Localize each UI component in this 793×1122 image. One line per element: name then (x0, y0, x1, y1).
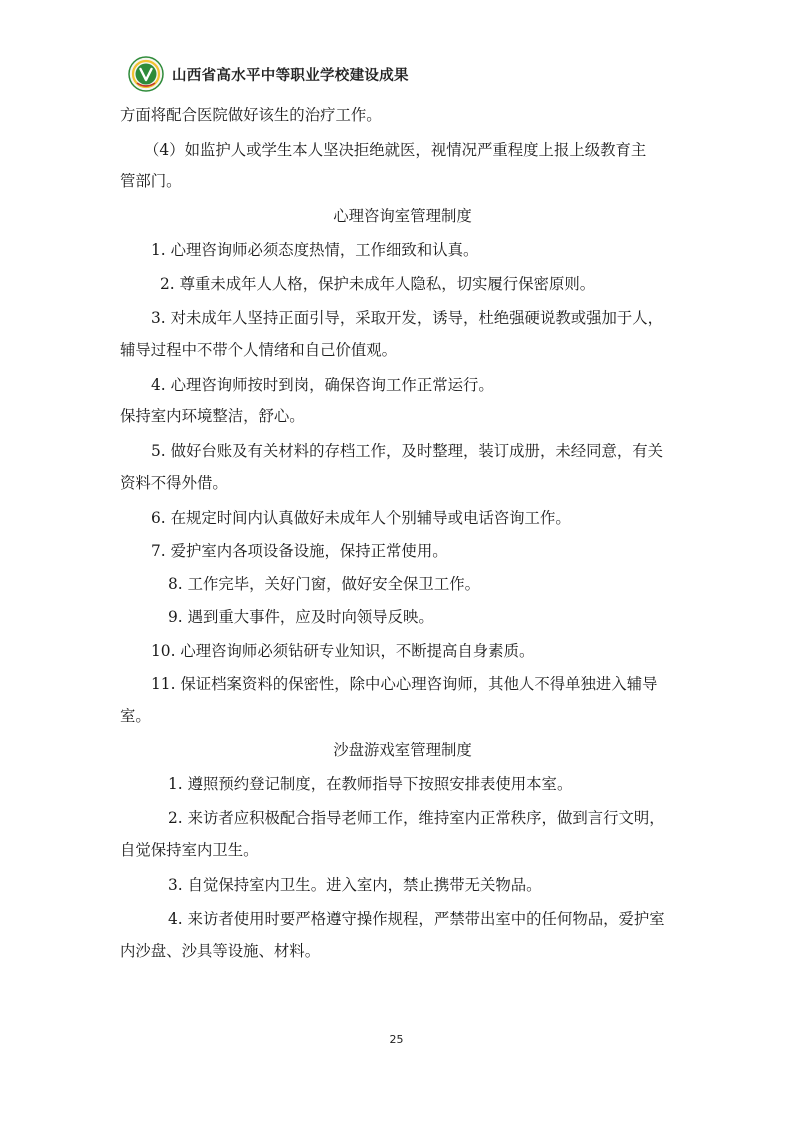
school-name: 山西省高水平中等职业学校建设成果 (172, 67, 409, 84)
item4-line2: 管部门。 (120, 172, 182, 190)
s1-rule3-line2: 辅导过程中不带个人情绪和自己价值观。 (120, 341, 398, 359)
s2-rule2-line2: 自觉保持室内卫生。 (120, 841, 259, 859)
page-number: 25 (389, 1033, 404, 1046)
s1-rule10: 10. 心理咨询师必须钻研专业知识，不断提高自身素质。 (151, 642, 535, 660)
s1-rule5-line2: 资料不得外借。 (120, 474, 228, 492)
s1-rule1: 1. 心理咨询师必须态度热情，工作细致和认真。 (151, 241, 479, 259)
section2-title: 沙盘游戏室管理制度 (333, 741, 472, 759)
section1-title: 心理咨询室管理制度 (333, 207, 472, 225)
s1-rule2: 2. 尊重未成年人人格，保护未成年人隐私，切实履行保密原则。 (160, 275, 596, 293)
s2-rule4-line2: 内沙盘、沙具等设施、材料。 (120, 942, 321, 960)
s2-rule2-line1: 2. 来访者应积极配合指导老师工作，维持室内正常秩序，做到言行文明， (168, 809, 665, 827)
s1-rule6: 6. 在规定时间内认真做好未成年人个别辅导或电话咨询工作。 (151, 509, 571, 527)
page-header (128, 52, 409, 96)
s1-rule8: 8. 工作完毕，关好门窗，做好安全保卫工作。 (168, 575, 480, 593)
s1-rule3-line1: 3. 对未成年人坚持正面引导，采取开发，诱导，杜绝强硬说教或强加于人， (151, 309, 664, 327)
s2-rule3: 3. 自觉保持室内卫生。进入室内，禁止携带无关物品。 (168, 876, 542, 894)
s1-rule7: 7. 爱护室内各项设备设施，保持正常使用。 (151, 542, 448, 560)
s1-rule9: 9. 遇到重大事件，应及时向领导反映。 (168, 608, 434, 626)
s1-rule11-line2: 室。 (120, 707, 151, 725)
s1-rule5-line1: 5. 做好台账及有关材料的存档工作，及时整理，装订成册，未经同意，有关 (151, 442, 664, 460)
intro-line: 方面将配合医院做好该生的治疗工作。 (120, 106, 382, 124)
s1-rule4-line1: 4. 心理咨询师按时到岗，确保咨询工作正常运行。 (151, 376, 494, 394)
s2-rule4-line1: 4. 来访者使用时要严格遵守操作规程，严禁带出室中的任何物品，爱护室 (168, 910, 665, 928)
s1-rule4-line2: 保持室内环境整洁，舒心。 (120, 407, 305, 425)
school-emblem-icon (128, 56, 164, 92)
item4-line1: （4）如监护人或学生本人坚决拒绝就医，视情况严重程度上报上级教育主 (144, 141, 647, 159)
s1-rule11-line1: 11. 保证档案资料的保密性，除中心心理咨询师，其他人不得单独进入辅导 (151, 675, 658, 693)
s2-rule1: 1. 遵照预约登记制度，在教师指导下按照安排表使用本室。 (168, 775, 573, 793)
